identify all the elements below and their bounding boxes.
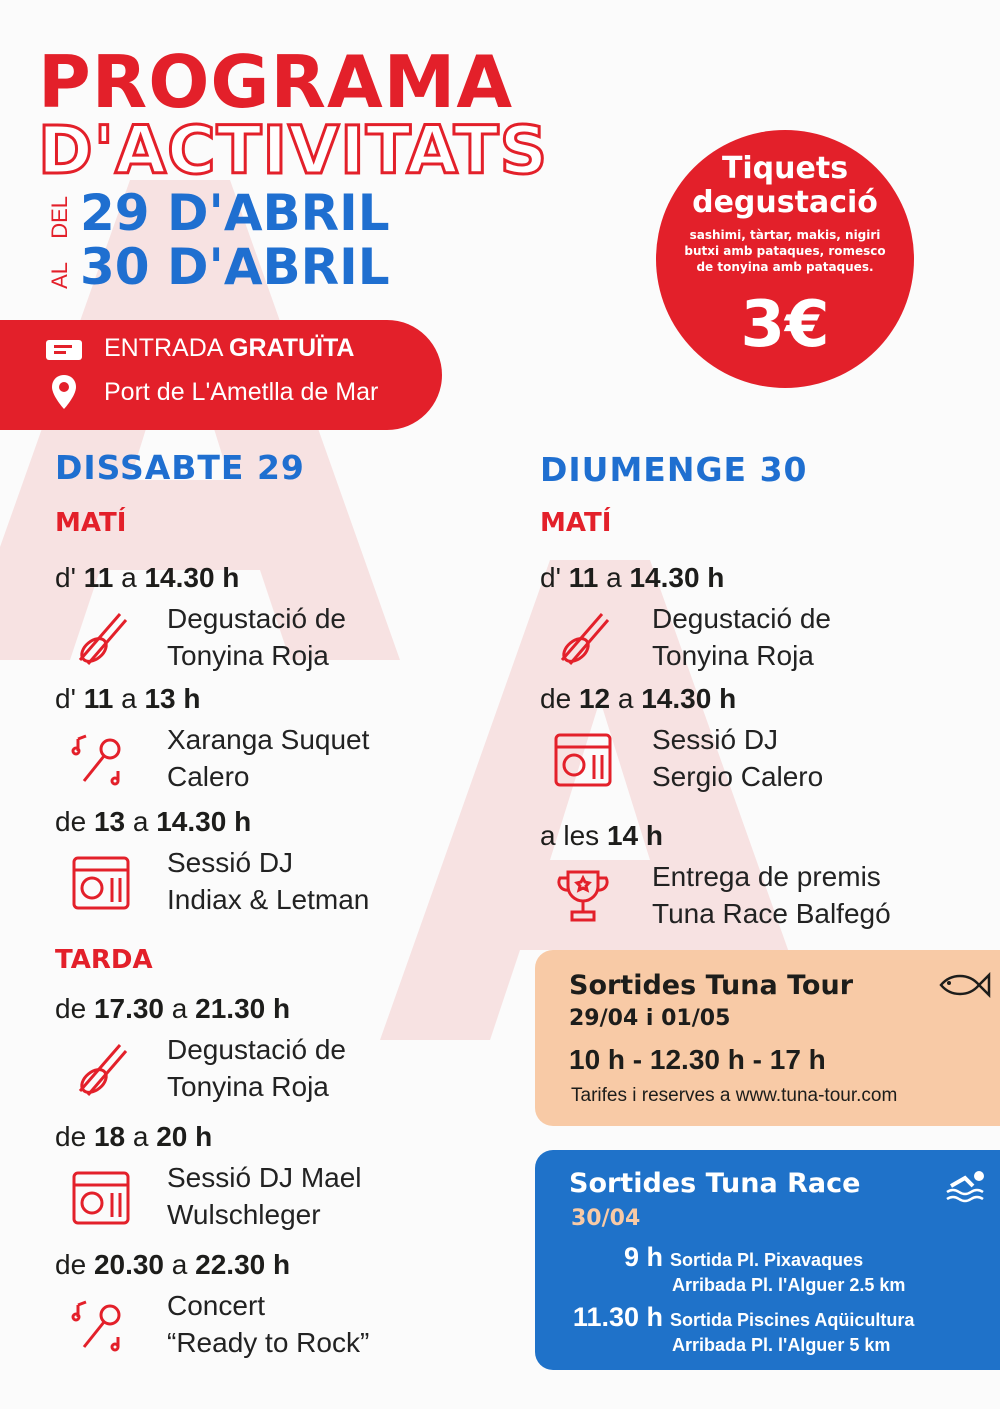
race-end: Arribada Pl. l'Alguer 2.5 km (672, 1275, 906, 1295)
event-description: “Ready to Rock” (167, 1327, 370, 1358)
tuna-race-title: Sortides Tuna Race (569, 1168, 861, 1199)
dj-mixer-icon (552, 729, 614, 791)
event-description: Degustació de (652, 603, 832, 634)
event-time: d' 11 a 14.30 h (55, 562, 240, 593)
day-heading: DISSABTE 29 (55, 448, 305, 487)
from-label: DEL (47, 196, 72, 239)
date-from: 29 D'ABRIL (80, 184, 390, 242)
title-line1: PROGRAMA (38, 40, 514, 124)
tickets-line: de tonyina amb pataques. (696, 260, 874, 274)
event-description: Sessió DJ Mael (167, 1162, 362, 1193)
event-description: Tonyina Roja (167, 640, 329, 671)
tickets-badge (656, 130, 914, 388)
event-time: a les 14 h (540, 820, 663, 851)
event-time: de 20.30 a 22.30 h (55, 1249, 291, 1280)
afternoon-heading: TARDA (55, 945, 153, 975)
morning-heading: MATÍ (55, 508, 127, 538)
tuna-tour-note: Tarifes i reserves a www.tuna-tour.com (571, 1085, 898, 1106)
tuna-tour-title: Sortides Tuna Tour (569, 970, 854, 1001)
race-start: Sortida Piscines Aqüicultura (670, 1310, 915, 1330)
event-time: de 17.30 a 21.30 h (55, 993, 291, 1024)
tickets-line: sashimi, tàrtar, makis, nigiri (689, 228, 881, 242)
event-description: Concert (167, 1290, 266, 1321)
event-description: Sessió DJ (167, 847, 294, 878)
race-time: 9 h (623, 1242, 663, 1272)
event-description: Sergio Calero (652, 761, 824, 792)
entry-text: ENTRADA GRATUÏTA (104, 334, 355, 362)
event-description: Tuna Race Balfegó (652, 898, 891, 929)
sushi-chopsticks-icon (552, 608, 614, 670)
date-to: 30 D'ABRIL (80, 238, 390, 296)
dj-mixer-icon (70, 1167, 132, 1229)
tuna-race-date: 30/04 (571, 1206, 641, 1231)
title-line2: D'ACTIVITATS (38, 112, 549, 189)
tuna-race-box (535, 1150, 1000, 1370)
day-heading: DIUMENGE 30 (540, 450, 808, 489)
morning-heading: MATÍ (540, 508, 612, 538)
race-end: Arribada Pl. l'Alguer 5 km (672, 1335, 891, 1355)
event-description: Xaranga Suquet (167, 724, 370, 755)
tickets-line: butxi amb pataques, romesco (684, 244, 886, 258)
event-description: Degustació de (167, 603, 347, 634)
event-time: de 12 a 14.30 h (540, 683, 737, 714)
dj-mixer-icon (70, 852, 132, 914)
event-time: de 18 a 20 h (55, 1121, 213, 1152)
race-time: 11.30 h (572, 1302, 663, 1332)
swimmer-icon (945, 1168, 989, 1204)
event-description: Entrega de premis (652, 861, 881, 892)
tuna-tour-box (535, 950, 1000, 1126)
ticket-price: 3€ (740, 288, 830, 362)
event-description: Indiax & Letman (167, 884, 370, 915)
event-description: Calero (167, 761, 250, 792)
tuna-tour-dates: 29/04 i 01/05 (569, 1006, 731, 1031)
sushi-chopsticks-icon (70, 1039, 132, 1101)
event-time: d' 11 a 14.30 h (540, 562, 725, 593)
tickets-title-1: Tiquets (721, 151, 849, 186)
event-description: Degustació de (167, 1034, 347, 1065)
ticket-icon (44, 336, 84, 364)
tuna-tour-times: 10 h - 12.30 h - 17 h (569, 1044, 826, 1075)
microphone-icon (70, 1295, 132, 1357)
event-time: de 13 a 14.30 h (55, 806, 252, 837)
microphone-icon (70, 729, 132, 791)
sushi-chopsticks-icon (70, 608, 132, 670)
tickets-title-2: degustació (692, 185, 878, 220)
location-text: Port de L'Ametlla de Mar (104, 378, 379, 406)
event-description: Wulschleger (167, 1199, 321, 1230)
to-label: AL (47, 262, 72, 289)
event-description: Sessió DJ (652, 724, 779, 755)
event-description: Tonyina Roja (167, 1071, 329, 1102)
trophy-icon (552, 866, 614, 928)
event-time: d' 11 a 13 h (55, 683, 201, 714)
fish-icon (937, 968, 991, 1002)
location-pin-icon (50, 373, 78, 411)
event-description: Tonyina Roja (652, 640, 814, 671)
race-start: Sortida Pl. Pixavaques (670, 1250, 864, 1270)
